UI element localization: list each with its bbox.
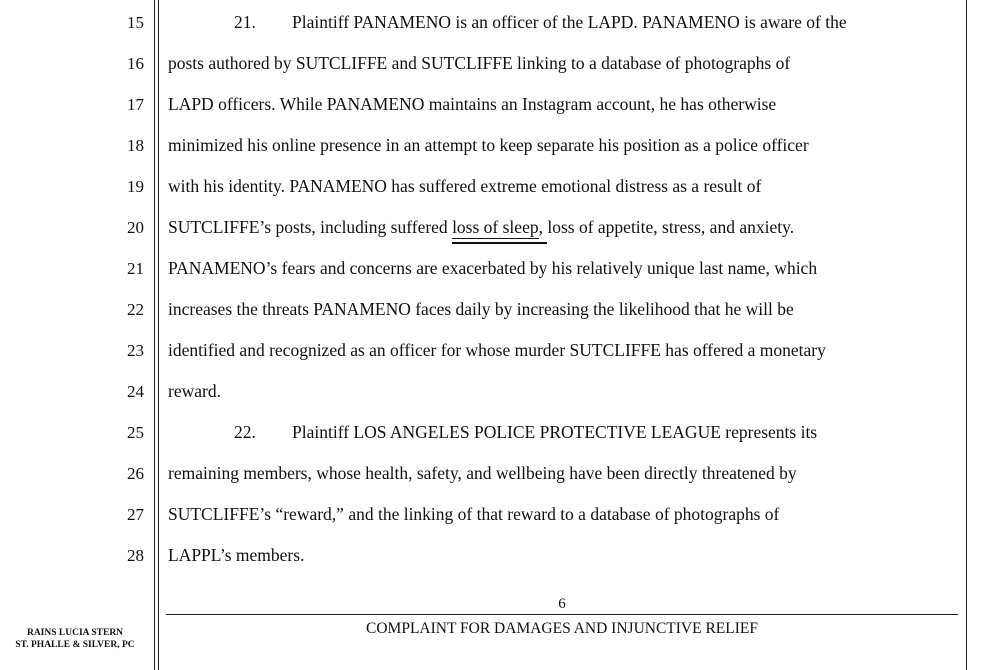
line-number: 27 <box>127 505 144 524</box>
text-line: remaining members, whose health, safety, and wellbeing have been directly threatened by <box>168 463 797 483</box>
line-number: 24 <box>127 382 144 401</box>
firm-name <box>0 627 150 651</box>
line-number: 22 <box>127 300 144 319</box>
firm-name-line: RAINS LUCIA STERN <box>26 628 124 638</box>
line-number: 23 <box>127 341 144 360</box>
text-line: Plaintiff LOS ANGELES POLICE PROTECTIVE LEAGUE represents its <box>292 422 818 442</box>
margin-rule-left-outer <box>154 0 155 670</box>
text-line: Plaintiff PANAMENO is an officer of the LAPD. PANAMENO is aware of the <box>292 12 847 32</box>
line-number: 15 <box>127 13 144 32</box>
text-segment: , loss of appetite, stress, and anxiety. <box>538 217 795 237</box>
firm-name-line: ST. PHALLE & SILVER, PC <box>15 640 135 650</box>
page-number: 6 <box>558 596 566 612</box>
line-number: 19 <box>127 177 144 196</box>
footer-rule <box>166 614 958 615</box>
text-line: posts authored by SUTCLIFFE and SUTCLIFFE linking to a database of photographs of <box>168 53 791 73</box>
line-number: 28 <box>127 546 144 565</box>
text-line: SUTCLIFFE’s “reward,” and the linking of that reward to a database of photographs of <box>168 504 780 524</box>
line-number: 17 <box>127 95 144 114</box>
underlined-phrase: loss of sleep <box>452 217 539 237</box>
paragraph-21-line-20 <box>168 217 794 237</box>
text-segment: SUTCLIFFE’s posts, including suffered <box>168 217 453 237</box>
line-number: 21 <box>127 259 144 278</box>
text-line: reward. <box>168 381 221 401</box>
pleading-body <box>168 0 968 580</box>
line-number: 18 <box>127 136 144 155</box>
line-number: 20 <box>127 218 144 237</box>
line-number: 16 <box>127 54 144 73</box>
text-line: PANAMENO’s fears and concerns are exacerbated by his relatively unique last name, which <box>168 258 818 278</box>
text-line: with his identity. PANAMENO has suffered extreme emotional distress as a result of <box>168 176 762 196</box>
text-line: identified and recognized as an officer for whose murder SUTCLIFFE has offered a monetary <box>168 340 826 360</box>
paragraph-number: 21. <box>234 12 256 32</box>
footer-title: COMPLAINT FOR DAMAGES AND INJUNCTIVE RELIEF <box>366 620 758 637</box>
paragraph-22-line <box>168 422 817 442</box>
text-line: LAPD officers. While PANAMENO maintains an Instagram account, he has otherwise <box>168 94 777 114</box>
text-line: increases the threats PANAMENO faces daily by increasing the likelihood that he will be <box>168 299 794 319</box>
text-line: LAPPL’s members. <box>168 545 305 565</box>
margin-rule-left-inner <box>158 0 159 670</box>
paragraph-number: 22. <box>234 422 256 442</box>
line-number-column <box>0 0 150 580</box>
paragraph-21-line <box>168 12 847 32</box>
line-number: 25 <box>127 423 144 442</box>
text-line: minimized his online presence in an attempt to keep separate his position as a police officer <box>168 135 809 155</box>
line-number: 26 <box>127 464 144 483</box>
